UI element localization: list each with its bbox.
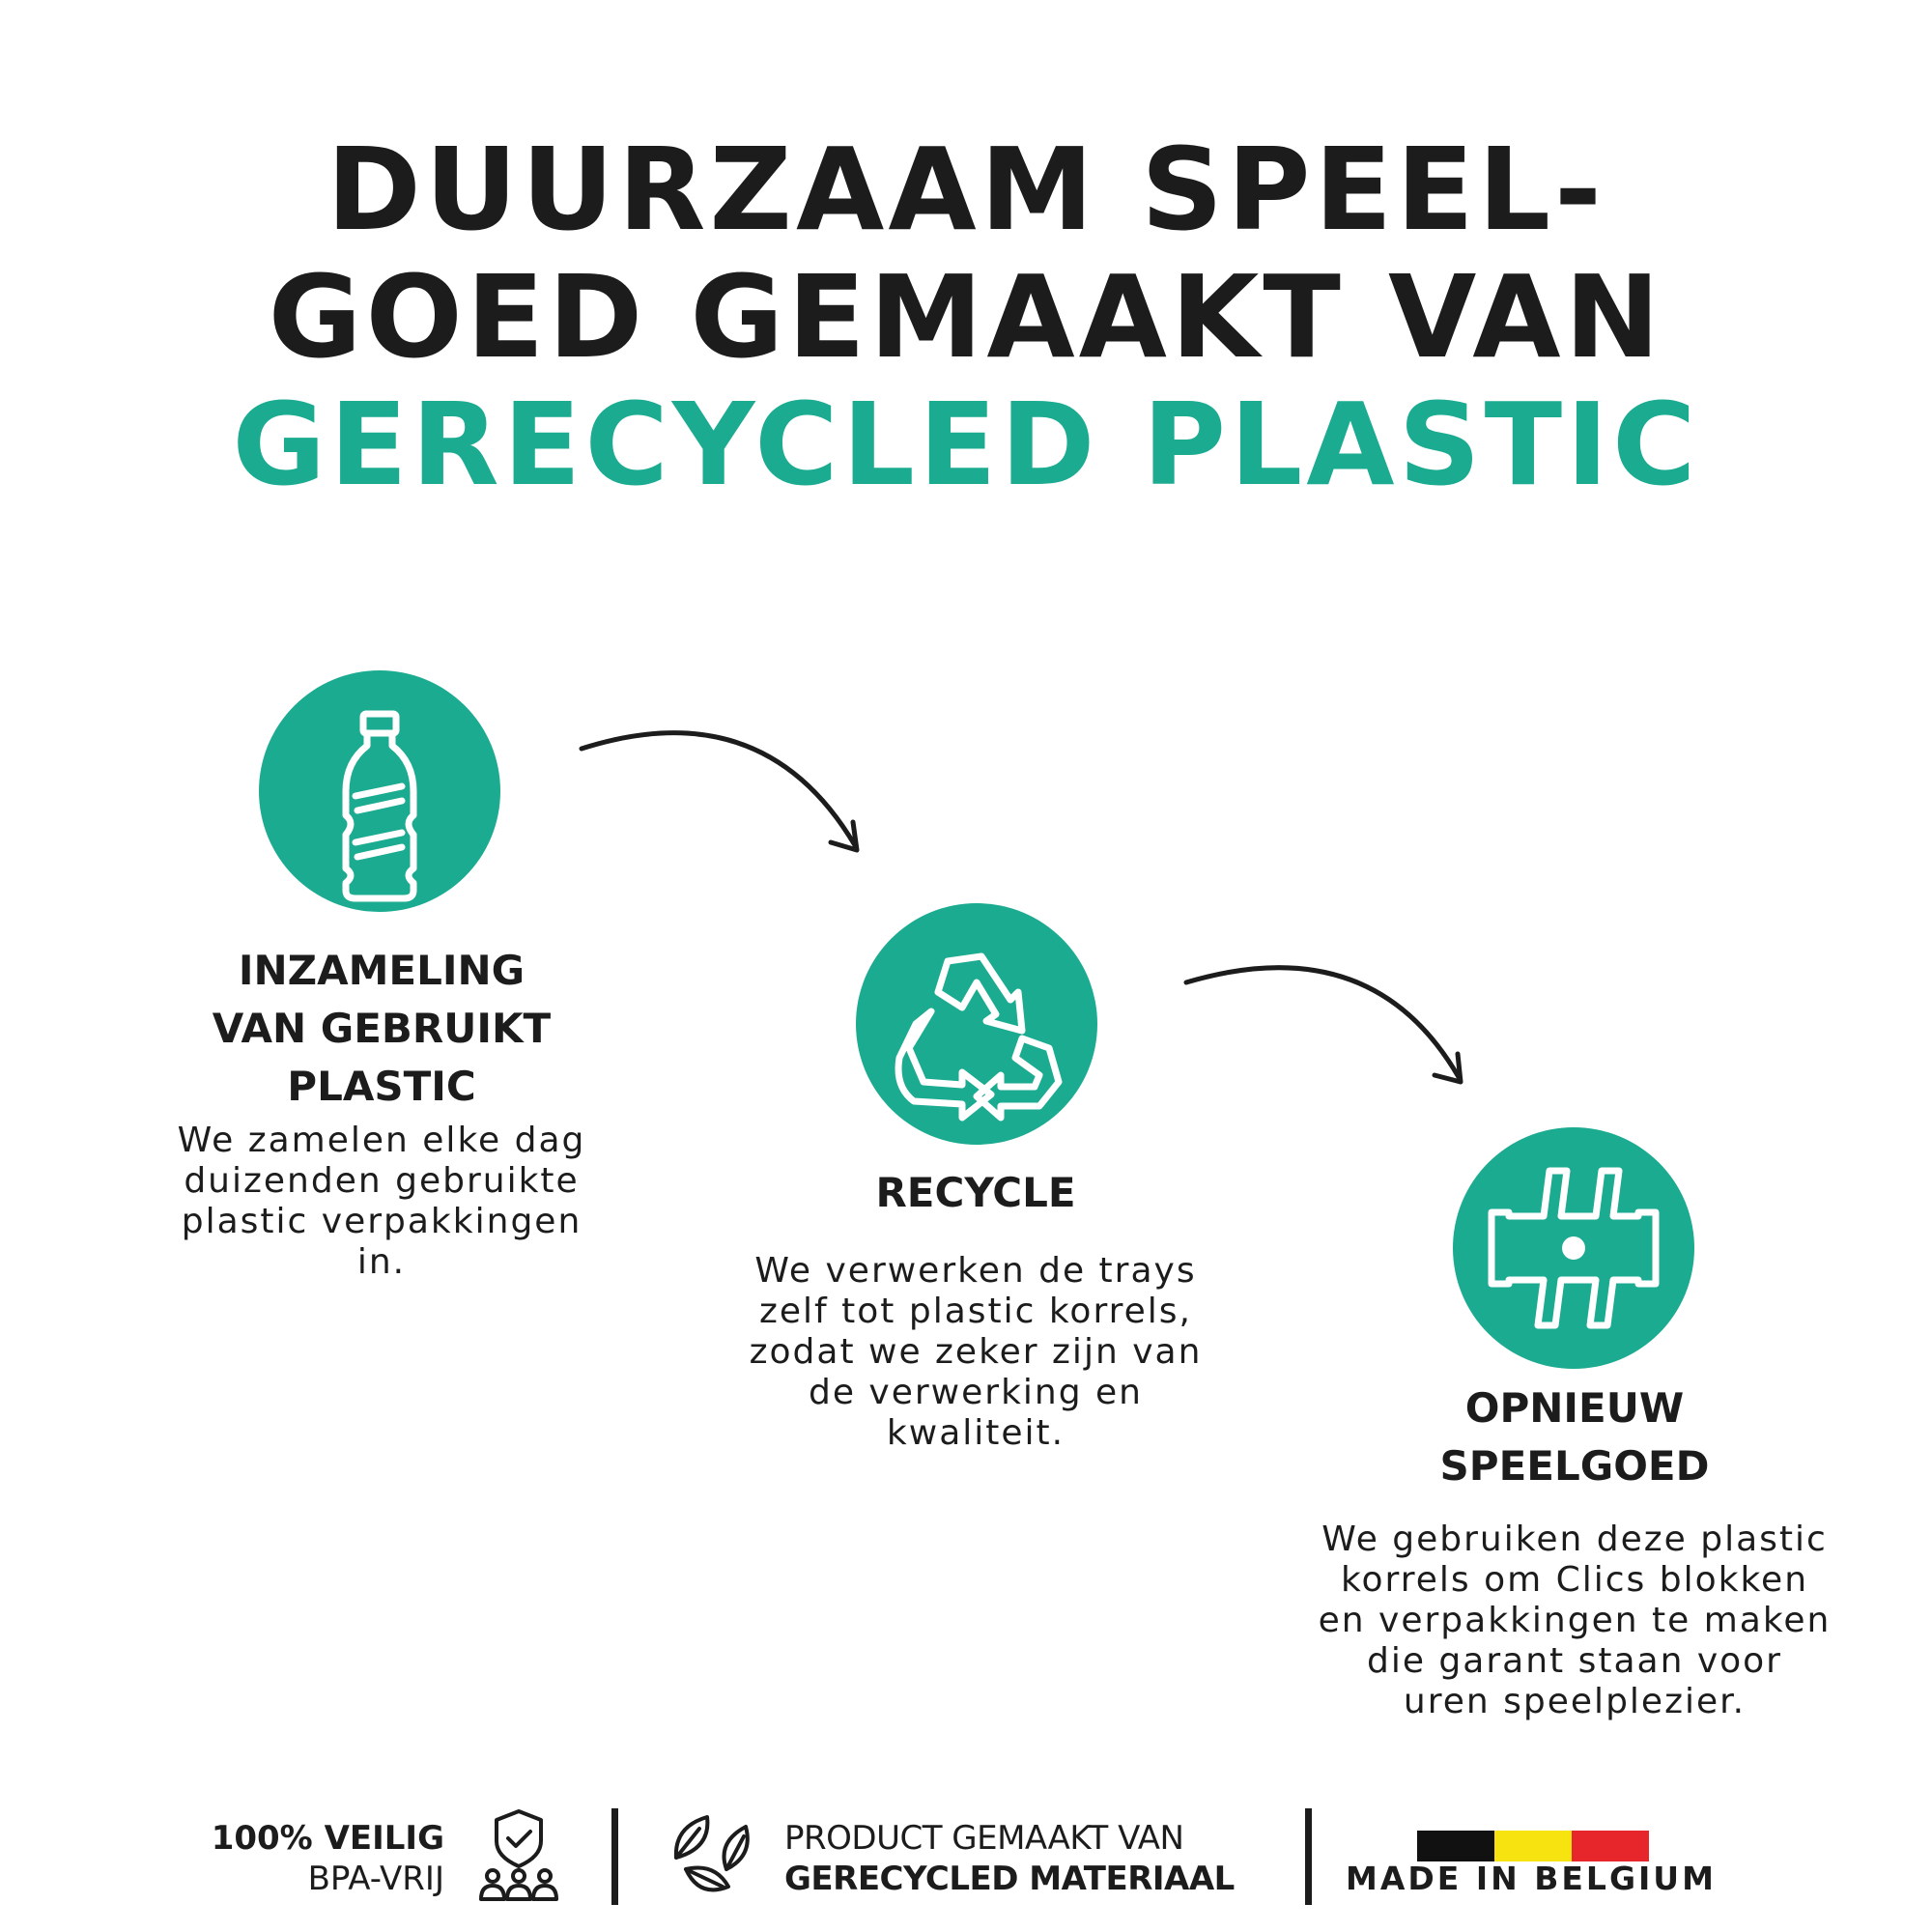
step-2-title [782, 1164, 1169, 1222]
arrowhead-2 [1435, 1054, 1461, 1082]
footer-divider-2 [1305, 1808, 1312, 1905]
clics-block-icon [1453, 1127, 1694, 1369]
step-3-circle [1453, 1127, 1694, 1369]
step-2-desc-line: zodat we zeker zijn van [749, 1332, 1203, 1372]
step-3-description [1304, 1520, 1845, 1722]
product-line-1: PRODUCT GEMAAKT VAN [784, 1819, 1184, 1858]
step-3-desc-line: uren speelplezier. [1403, 1682, 1747, 1721]
plastic-bottle-icon [259, 670, 500, 912]
arrowhead-1 [831, 822, 857, 850]
flag-black-stripe [1417, 1831, 1494, 1861]
title-line-2: GOED GEMAAKT VAN [268, 250, 1664, 384]
step-3-desc-line: die garant staan voor [1366, 1641, 1782, 1681]
step-1-title [193, 942, 570, 1116]
leaves-icon [667, 1809, 755, 1902]
step-1-desc-line: in. [356, 1242, 407, 1282]
step-2-circle [856, 903, 1097, 1145]
step-3-desc-line: korrels om Clics blokken [1340, 1560, 1809, 1600]
recycle-icon [856, 903, 1097, 1145]
step-1-description [145, 1121, 618, 1283]
step-1-title-line: PLASTIC [287, 1063, 476, 1110]
safety-label [155, 1818, 444, 1899]
step-3-title [1372, 1379, 1777, 1495]
step-1-desc-line: plastic verpakkingen [181, 1202, 582, 1241]
arrow-1 [582, 733, 855, 845]
step-1-desc-line: We zamelen elke dag [177, 1121, 586, 1160]
step-1-title-line: INZAMELING [238, 947, 526, 994]
step-1-circle [259, 670, 500, 912]
safety-line-2: BPA-VRIJ [307, 1860, 444, 1898]
step-2-desc-line: kwaliteit. [886, 1413, 1065, 1453]
safety-line-1: 100% VEILIG [211, 1819, 444, 1858]
page-title [0, 123, 1932, 511]
product-line-2: GERECYCLED MATERIAAL [784, 1860, 1235, 1898]
product-label [784, 1818, 1287, 1899]
title-line-1: DUURZAAM SPEEL- [326, 123, 1605, 256]
step-2-description [734, 1251, 1217, 1454]
flag-red-stripe [1572, 1831, 1649, 1861]
step-2-desc-line: We verwerken de trays [754, 1251, 1197, 1291]
arrow-2 [1186, 968, 1459, 1077]
step-2-desc-line: zelf tot plastic korrels, [758, 1292, 1192, 1331]
step-3-desc-line: en verpakkingen te maken [1318, 1601, 1832, 1640]
step-3-desc-line: We gebruiken deze plastic [1321, 1520, 1828, 1559]
step-3-title-line: SPEELGOED [1439, 1442, 1710, 1490]
footer-divider-1 [611, 1808, 618, 1905]
title-line-3: GERECYCLED PLASTIC [232, 378, 1700, 511]
step-1-title-line: VAN GEBRUIKT [212, 1005, 552, 1052]
step-2-desc-line: de verwerking en [808, 1373, 1143, 1412]
step-1-desc-line: duizenden gebruikte [184, 1161, 580, 1201]
made-in-belgium-label: MADE IN BELGIUM [1346, 1860, 1717, 1897]
flag-yellow-stripe [1494, 1831, 1572, 1861]
step-2-title-line: RECYCLE [875, 1169, 1076, 1216]
shield-family-icon [475, 1806, 562, 1903]
step-3-title-line: OPNIEUW [1464, 1384, 1685, 1432]
